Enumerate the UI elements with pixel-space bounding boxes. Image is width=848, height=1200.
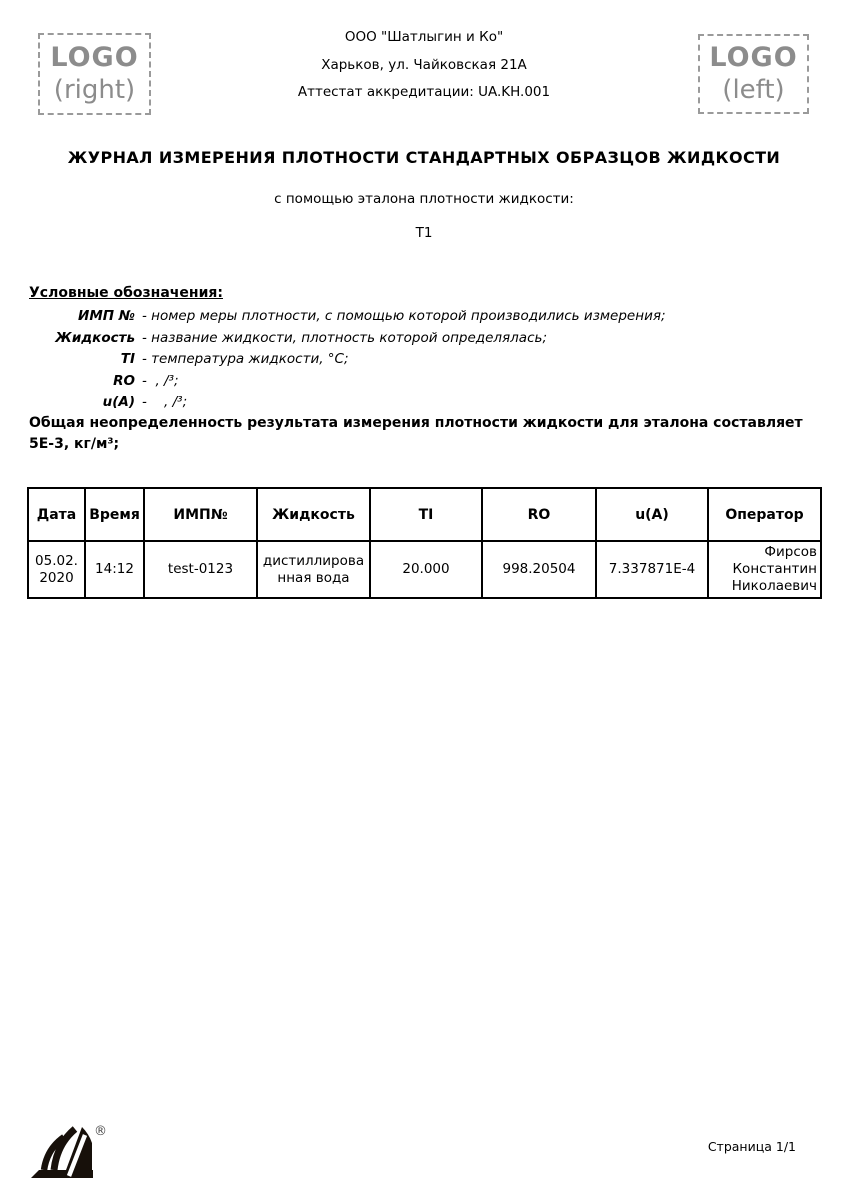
- legend-item-imp: [29, 306, 666, 328]
- column-header-operator: Оператор: [708, 488, 821, 541]
- table-row: [28, 541, 821, 598]
- org-header: [0, 24, 848, 107]
- registered-trademark-icon: ®: [94, 1124, 107, 1139]
- legend-term: u(A): [102, 394, 135, 410]
- legend-desc: - номер меры плотности, с помощью которой производились измерения;: [142, 308, 666, 324]
- uncertainty-note: Общая неопределенность результата измерения плотности жидкости для эталона составляет 5Е-3, кг/м³;: [29, 415, 803, 452]
- cell-operator: Фирсов Константин Николаевич: [708, 541, 821, 598]
- cell-ro: 998.20504: [482, 541, 596, 598]
- org-name: ООО "Шатлыгин и Ко": [344, 29, 504, 45]
- etalon-name: Т1: [415, 225, 433, 241]
- column-header-time: Время: [85, 488, 144, 541]
- cell-liquid: дистиллированная вода: [257, 541, 370, 598]
- org-address: Харьков, ул. Чайковская 21А: [321, 56, 527, 73]
- cell-imp-no: test-0123: [144, 541, 257, 598]
- legend-term: ИМП №: [78, 308, 135, 324]
- document-subtitle: с помощью эталона плотности жидкости:: [274, 191, 574, 207]
- measurements-table: [27, 487, 822, 599]
- document-title: ЖУРНАЛ ИЗМЕРЕНИЯ ПЛОТНОСТИ СТАНДАРТНЫХ ОБРАЗЦОВ ЖИДКОСТИ: [67, 148, 781, 167]
- column-header-ro: RO: [482, 488, 596, 541]
- legend-desc: - , /³;: [142, 394, 188, 410]
- legend-desc: - название жидкости, плотность которой определялась;: [142, 329, 547, 346]
- org-accreditation: Аттестат аккредитации: UA.KH.001: [297, 84, 551, 100]
- column-header-imp-no: ИМП№: [144, 488, 257, 541]
- legend-item-ua: [29, 392, 666, 414]
- logo-placeholder-side: (right): [53, 74, 136, 105]
- column-header-liquid: Жидкость: [257, 488, 370, 541]
- logo-placeholder-word: LOGO: [50, 41, 139, 73]
- legend-term: TI: [120, 351, 135, 367]
- legend-item-ti: [29, 349, 666, 371]
- cell-date: 05.02.2020: [28, 541, 85, 598]
- column-header-ua: u(A): [596, 488, 708, 541]
- legend-section: [29, 285, 666, 414]
- legend-term: RO: [113, 372, 135, 389]
- cell-ua: 7.337871E-4: [596, 541, 708, 598]
- table-header-row: [28, 488, 821, 541]
- legend-desc: - температура жидкости, °С;: [142, 351, 349, 367]
- column-header-date: Дата: [28, 488, 85, 541]
- legend-item-ro: [29, 371, 666, 393]
- cell-ti: 20.000: [370, 541, 482, 598]
- page-number: Страница 1/1: [707, 1139, 796, 1154]
- legend-desc: - , /³;: [142, 372, 179, 389]
- legend-heading: Условные обозначения:: [29, 285, 223, 301]
- legend-item-liquid: [29, 328, 666, 350]
- cell-time: 14:12: [85, 541, 144, 598]
- legend-term: Жидкость: [55, 329, 135, 346]
- logo-placeholder-side: (left): [722, 74, 785, 105]
- column-header-ti: TI: [370, 488, 482, 541]
- logo-placeholder-word: LOGO: [709, 41, 798, 73]
